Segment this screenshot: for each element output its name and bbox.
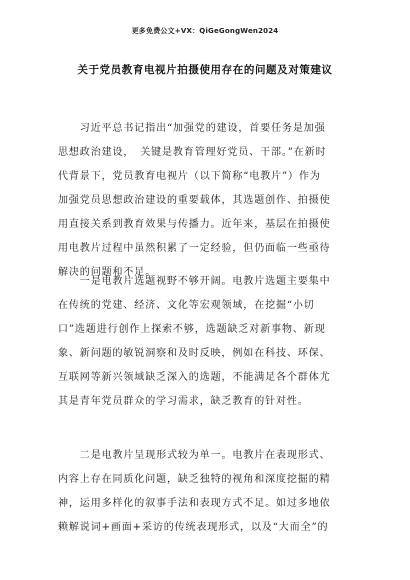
paragraph-line: 习近平总书记指出“加强党的建设，首要任务是加强 xyxy=(58,123,326,134)
paragraph-line: 解决的问题和不足。 xyxy=(58,267,157,278)
paragraph-issue-two xyxy=(58,444,358,540)
paragraph-line: 内容上存在同质化问题，缺乏独特的视角和深度挖掘的精 xyxy=(58,474,331,485)
paragraph-line: 互联网等新兴领域缺乏深入的选题，不能满足各个群体尤 xyxy=(58,372,331,383)
header-note: 更多免费公文+VX：QiGeGongWen2024 xyxy=(131,27,279,35)
paragraph-line: 一是电教片选题视野不够开阔。电教片选题主要集中 xyxy=(58,276,331,287)
paragraph-line: 用直接关系到教育效果与传播力。近年来，基层在拍摄使 xyxy=(58,219,331,230)
paragraph-line: 二是电教片呈现形式较为单一。电教片在表现形式、 xyxy=(58,450,331,461)
document-title: 关于党员教育电视片拍摄使用存在的问题及对策建议 xyxy=(77,64,333,76)
paragraph-line: 加强党员思想政治建设的重要载体，其选题创作、拍摄使 xyxy=(58,195,331,206)
paragraph-line: 其是青年党员群众的学习需求，缺乏教育的针对性。 xyxy=(58,396,309,407)
paragraph-line: 象、新问题的敏锐洞察和及时反映，例如在科技、环保、 xyxy=(58,348,331,359)
paragraph-line: 代背景下，党员教育电视片（以下简称“电教片”）作为 xyxy=(58,171,321,182)
paragraph-issue-one xyxy=(58,270,358,414)
paragraph-line: 用电教片过程中虽然积累了一定经验，但仍面临一些亟待 xyxy=(58,243,331,254)
paragraph-line: 赖解说词+画面+采访的传统表现形式，以及“大而全”的 xyxy=(58,522,329,533)
paragraph-line: 思想政治建设， 关键是教育管理好党员、干部。”在新时 xyxy=(58,147,327,158)
paragraph-line: 口”选题进行创作上探索不够，选题缺乏对新事物、新现 xyxy=(58,324,326,335)
paragraph-intro xyxy=(58,117,358,285)
paragraph-line: 神，运用多样化的叙事手法和表现方式不足。如过多地依 xyxy=(58,498,331,509)
paragraph-line: 在传统的党建、经济、文化等宏观领域，在挖掘“小切 xyxy=(58,300,315,311)
